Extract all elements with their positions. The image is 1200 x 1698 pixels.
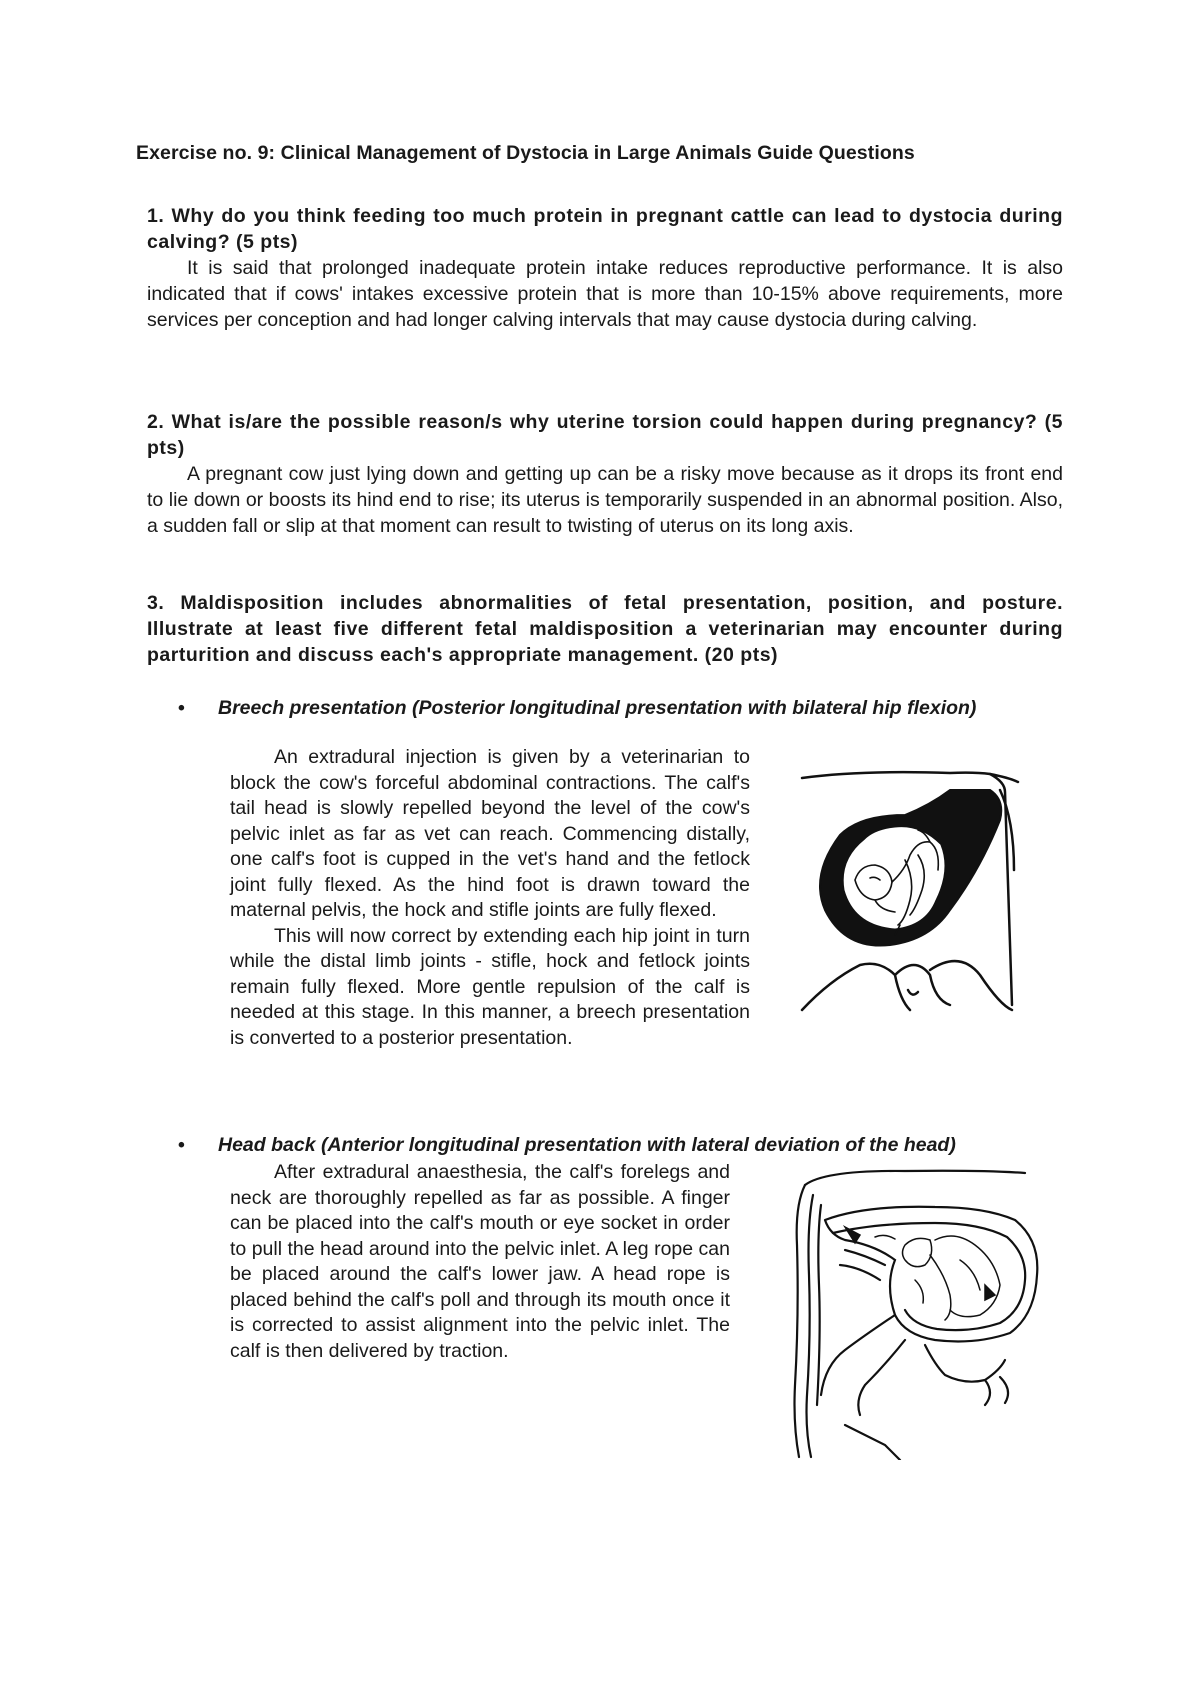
question-1 [147,203,1063,333]
paragraph: An extradural injection is given by a veterinarian to block the cow's forceful abdominal contractions. The calf's tail head is slowly repelled beyond the level of the cow's pelvic inlet as far as vet can reach. Commencing distally, one calf's foot is cupped in the vet's hand and the fetlock joint fully flexed. As the hind foot is drawn toward the maternal pelvis, the hock and stifle joints are fully flexed. [230,746,750,921]
question-3 [147,590,1063,668]
bullet-breech-body [230,745,750,1051]
paragraph: After extradural anaesthesia, the calf's forelegs and neck are thoroughly repelled as far as possible. A finger can be placed into the calf's mouth or eye socket in order to pull the head around into the pelvic inlet. A leg rope can be placed around the calf's lower jaw. A head rope is placed behind the calf's poll and through its mouth once it is corrected to assist alignment into the pelvic inlet. The calf is then delivered by traction. [230,1161,730,1362]
paragraph: This will now correct by extending each hip joint in turn while the distal limb joints - stifle, hock and fetlock joints remain fully flexed. More gentle repulsion of the calf is needed at this stage. In this manner, a breech presentation is converted to a posterior presentation. [230,924,750,1049]
bullet-title: Head back (Anterior longitudinal presentation with lateral deviation of the head) [218,1134,956,1156]
bullet-title: Breech presentation (Posterior longitudinal presentation with bilateral hip flexion) [218,697,977,719]
bullet-marker: • [178,1134,185,1156]
bullet-marker: • [178,697,185,719]
head-back-illustration [785,1165,1050,1460]
question-heading: 1. Why do you think feeding too much protein in pregnant cattle can lead to dystocia during calving? (5 pts) [147,205,1063,253]
question-heading: 3. Maldisposition includes abnormalities of fetal presentation, position, and posture. Illustrate at least five different fetal maldisposition a veterinarian may encounter during parturition and discuss each's appropriate management. (20 pts) [147,592,1063,666]
breech-presentation-illustration [800,760,1030,1035]
question-answer: It is said that prolonged inadequate protein intake reduces reproductive performance. It is also indicated that if cows' intakes excessive protein that is more than 10-15% above requirements, more services per conception and had longer calving intervals that may cause dystocia during calving. [147,257,1063,331]
question-answer: A pregnant cow just lying down and getting up can be a risky move because as it drops its front end to lie down or boosts its hind end to rise; its uterus is temporarily suspended in an abnormal position. Also, a sudden fall or slip at that moment can result to twisting of uterus on its long axis. [147,463,1063,537]
document-title: Exercise no. 9: Clinical Management of Dystocia in Large Animals Guide Questions [136,142,915,164]
question-heading: 2. What is/are the possible reason/s why uterine torsion could happen during pregnancy? (5 pts) [147,411,1063,459]
question-2 [147,409,1063,539]
bullet-head-back-body [230,1160,730,1364]
